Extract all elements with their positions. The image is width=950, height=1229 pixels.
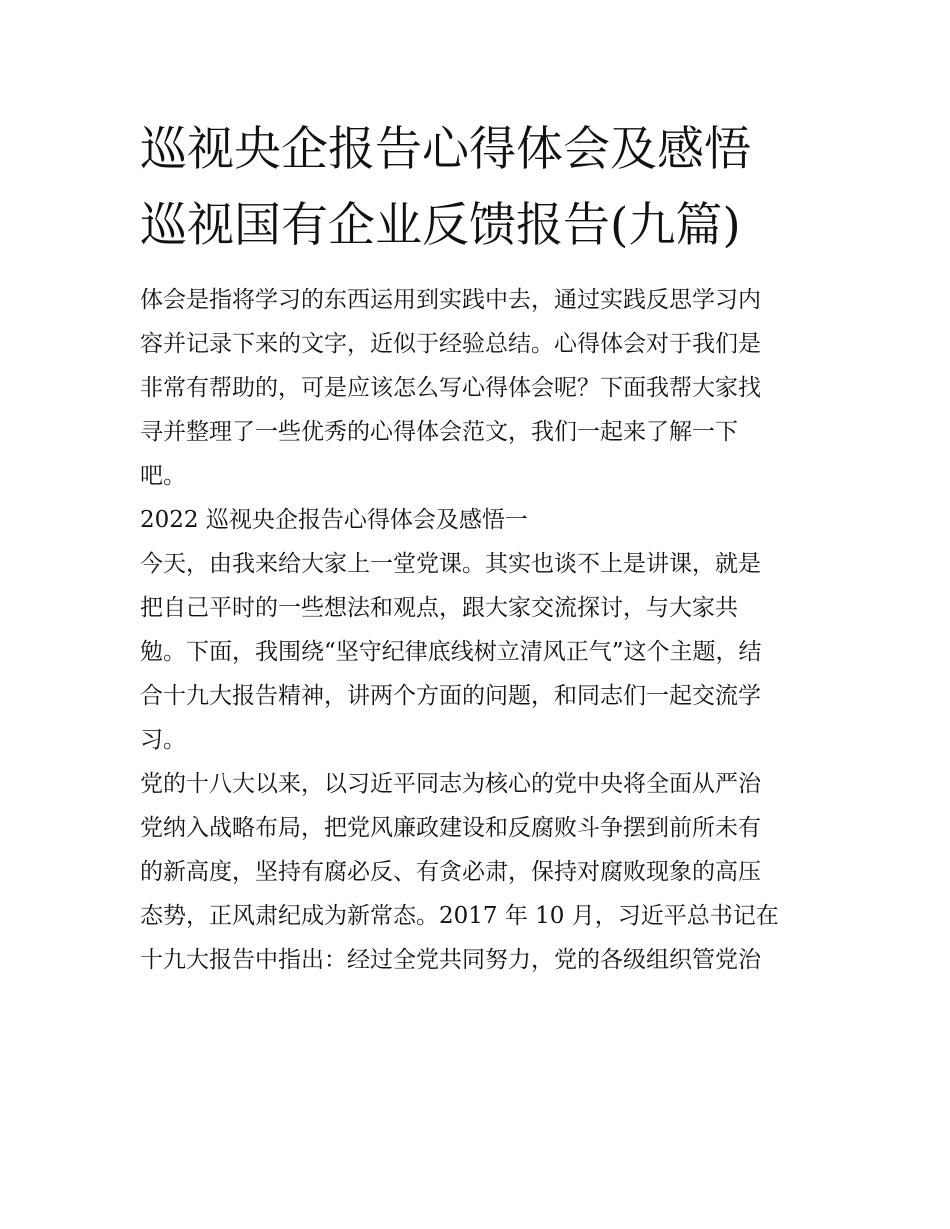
body-paragraph-1 <box>140 542 820 762</box>
paragraph-line: 态势，正风肃纪成为新常态。2017 年 10 月，习近平总书记在 <box>140 903 779 929</box>
document-body <box>140 278 820 982</box>
paragraph-line: 勉。下面，我围绕“坚守纪律底线树立清风正气”这个主题，结 <box>140 639 762 665</box>
intro-line: 体会是指将学习的东西运用到实践中去，通过实践反思学习内 <box>140 287 761 313</box>
paragraph-line: 习。 <box>140 727 186 753</box>
paragraph-line: 把自己平时的一些想法和观点，跟大家交流探讨，与大家共 <box>140 595 738 621</box>
section-heading: 2022 巡视央企报告心得体会及感悟一 <box>140 507 528 533</box>
paragraph-line: 党的十八大以来，以习近平同志为核心的党中央将全面从严治 <box>140 771 761 797</box>
document-page <box>140 0 820 1229</box>
paragraph-line: 十九大报告中指出：经过全党共同努力，党的各级组织管党治 <box>140 947 761 973</box>
document-title <box>140 112 820 264</box>
paragraph-line: 党纳入战略布局，把党风廉政建设和反腐败斗争摆到前所未有 <box>140 815 761 841</box>
paragraph-line: 合十九大报告精神，讲两个方面的问题，和同志们一起交流学 <box>140 683 761 709</box>
intro-line: 吧。 <box>140 463 186 489</box>
title-line-1: 巡视央企报告心得体会及感悟 <box>140 122 751 177</box>
intro-line: 非常有帮助的，可是应该怎么写心得体会呢？下面我帮大家找 <box>140 375 761 401</box>
paragraph-line: 的新高度，坚持有腐必反、有贪必肃，保持对腐败现象的高压 <box>140 859 761 885</box>
intro-line: 寻并整理了一些优秀的心得体会范文，我们一起来了解一下 <box>140 419 738 445</box>
intro-line: 容并记录下来的文字，近似于经验总结。心得体会对于我们是 <box>140 331 761 357</box>
intro-paragraph <box>140 278 820 498</box>
title-line-2: 巡视国有企业反馈报告(九篇) <box>140 198 741 253</box>
paragraph-line: 今天，由我来给大家上一堂党课。其实也谈不上是讲课，就是 <box>140 551 761 577</box>
body-paragraph-2 <box>140 762 820 982</box>
